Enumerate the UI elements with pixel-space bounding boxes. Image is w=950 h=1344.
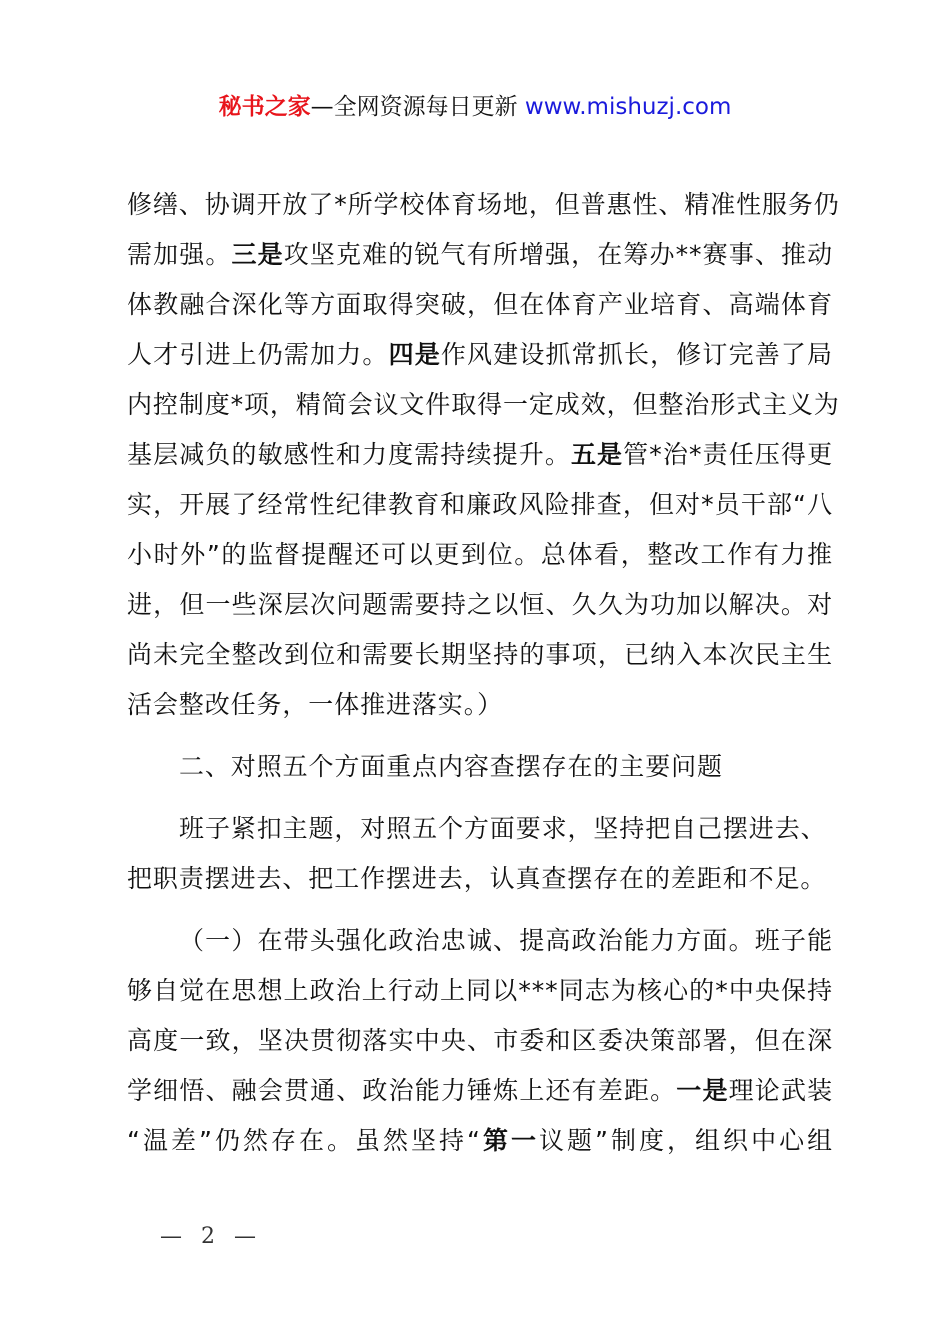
text-line <box>127 1026 833 1056</box>
text-line <box>127 864 833 894</box>
text-segment: 尚未完全整改到位和需要长期坚持的事项，已纳入本次民主生 <box>127 640 833 669</box>
text-segment: 管*治*责任压得更 <box>623 440 833 469</box>
text-line <box>127 590 833 620</box>
text-segment: 作风建设抓常抓长，修订完善了局 <box>440 340 833 369</box>
text-line <box>127 640 833 670</box>
text-segment: 高度一致，坚决贯彻落实中央、市委和区委决策部署，但在深 <box>127 1026 833 1055</box>
text-segment: 学细悟、融会贯通、政治能力锤炼上还有差距。 <box>127 1076 677 1105</box>
site-url-link[interactable]: www.mishuzj.com <box>524 94 732 120</box>
text-segment: 进，但一些深层次问题需要持之以恒、久久为功加以解决。对 <box>127 590 833 619</box>
text-segment: 小时外”的监督提醒还可以更到位。总体看，整改工作有力推 <box>127 540 833 569</box>
bold-keyword: 一是 <box>676 1076 729 1105</box>
text-line <box>127 390 840 420</box>
text-segment: 体教融合深化等方面取得突破，但在体育产业培育、高端体育 <box>127 290 833 319</box>
text-line <box>179 926 833 956</box>
text-line <box>127 240 833 270</box>
text-segment: 二、对照五个方面重点内容查摆存在的主要问题 <box>179 752 723 781</box>
text-segment: 班子紧扣主题，对照五个方面要求，坚持把自己摆进去、 <box>179 814 827 843</box>
banner-slogan: —全网资源每日更新 <box>310 94 525 120</box>
text-line <box>127 340 833 370</box>
text-line <box>179 752 833 782</box>
text-segment: 理论武装 <box>728 1076 833 1105</box>
text-line <box>127 1126 833 1156</box>
text-segment: 够自觉在思想上政治上行动上同以***同志为核心的*中央保持 <box>127 976 833 1005</box>
text-line <box>127 1076 833 1106</box>
text-segment: 攻坚克难的锐气有所增强，在筹办**赛事、推动 <box>283 240 833 269</box>
text-segment: 把职责摆进去、把工作摆进去，认真查摆存在的差距和不足。 <box>127 864 827 893</box>
text-line <box>127 690 833 720</box>
text-line <box>127 440 833 470</box>
text-line <box>179 814 833 844</box>
text-segment: 实，开展了经常性纪律教育和廉政风险排查，但对*员干部“八 <box>127 490 833 519</box>
text-line <box>127 290 833 320</box>
bold-keyword: 四是 <box>388 340 441 369</box>
text-line <box>127 540 833 570</box>
text-segment: 议题”制度，组织中心组 <box>539 1126 833 1155</box>
text-segment: 需加强。 <box>127 240 232 269</box>
brand-name: 秘书之家 <box>218 94 311 120</box>
text-segment: 基层减负的敏感性和力度需持续提升。 <box>127 440 571 469</box>
page-number: — 2 — <box>160 1224 262 1249</box>
text-segment: 人才引进上仍需加力。 <box>127 340 389 369</box>
text-segment: 活会整改任务，一体推进落实。） <box>127 690 504 719</box>
bold-keyword: 五是 <box>570 440 624 469</box>
text-line <box>127 490 833 520</box>
text-segment: “温差”仍然存在。虽然坚持“ <box>127 1126 481 1155</box>
site-banner <box>0 88 950 121</box>
text-segment: 修缮、协调开放了*所学校体育场地，但普惠性、精准性服务仍 <box>127 190 840 219</box>
text-line <box>127 190 840 220</box>
text-line <box>127 976 833 1006</box>
text-segment: （一）在带头强化政治忠诚、提高政治能力方面。班子能 <box>179 926 833 955</box>
bold-keyword: 三是 <box>231 240 284 269</box>
text-segment: 内控制度*项，精简会议文件取得一定成效，但整治形式主义为 <box>127 390 840 419</box>
bold-keyword: 第一 <box>480 1126 540 1155</box>
